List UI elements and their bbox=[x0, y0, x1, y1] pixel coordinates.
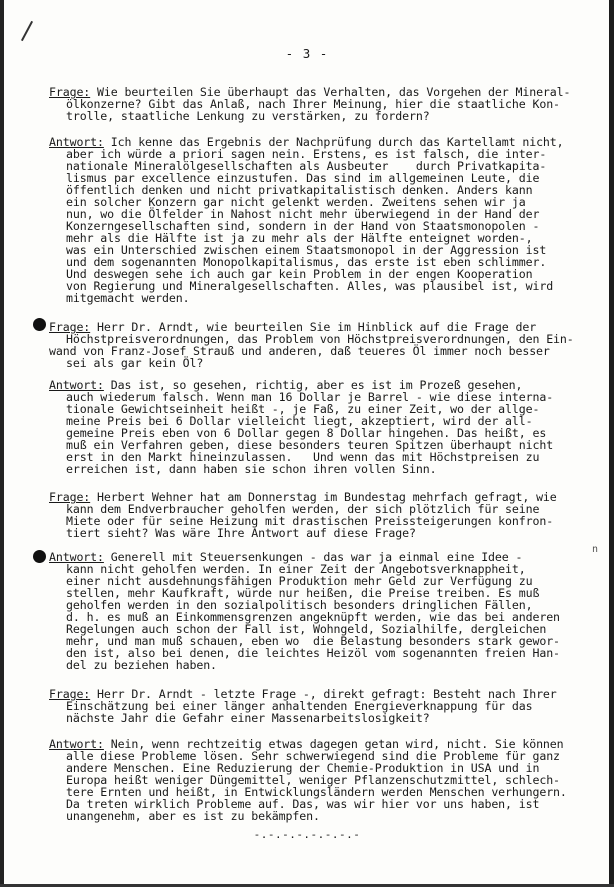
block-line: nun, wo die Ölfelder in Nahost nicht mehr überwiegend in der Hand der bbox=[66, 207, 540, 221]
block-line-text: Herr Dr. Arndt - letzte Frage -, direkt gefragt: Besteht nach Ihrer bbox=[90, 687, 557, 701]
block-line: nächste Jahr die Gefahr einer Massenarbeitslosigkeit? bbox=[66, 711, 430, 725]
block-line: meine Preis bei 6 Dollar vielleicht liegt, akzeptiert, wird der all- bbox=[66, 414, 533, 428]
block-line: geholfen werden in den sozialpolitisch besonders dringlichen Fällen, bbox=[66, 598, 533, 612]
block-line: den ist, also bei denen, die leichtes Heizöl vom sogenannten freien Han- bbox=[66, 646, 560, 660]
answer-label: Antwort: bbox=[49, 737, 104, 751]
block-line: ölkonzerne? Gibt das Anlaß, nach Ihrer Meinung, hier die staatliche Kon- bbox=[66, 97, 560, 111]
block-line: kann nicht geholfen werden. In einer Zeit der Angebotsverknappheit, bbox=[66, 562, 526, 576]
block-line-text: Herr Dr. Arndt, wie beurteilen Sie im Hinblick auf die Frage der bbox=[90, 320, 537, 334]
block-line: erreichen ist, dann haben sie schon ihren vollen Sinn. bbox=[66, 462, 437, 476]
block-line: mitgemacht werden. bbox=[66, 291, 190, 305]
hole-punch-mark bbox=[33, 318, 46, 331]
block-line: Höchstpreisverordnungen, das Problem von Höchstpreisverordnungen, den Ein- bbox=[66, 332, 574, 346]
block-line-text: Nein, wenn rechtzeitig etwas dagegen getan wird, nicht. Sie können bbox=[103, 737, 564, 751]
block-line: Einschätzung bei einer länger anhaltenden Energieverknappung für das bbox=[66, 699, 533, 713]
question-label: Frage: bbox=[49, 687, 91, 701]
block-line: sei als gar kein Öl? bbox=[66, 356, 204, 370]
block-line-text: Ich kenne das Ergebnis der Nachprüfung durch das Kartellamt nicht, bbox=[103, 135, 564, 149]
question-label: Frage: bbox=[49, 320, 91, 334]
block-line: auch wiederum falsch. Wenn man 16 Dollar je Barrel - wie diese interna- bbox=[66, 390, 554, 404]
answer-label: Antwort: bbox=[49, 378, 104, 392]
block-line-text: Das ist, so gesehen, richtig, aber es ist im Prozeß gesehen, bbox=[103, 378, 523, 392]
block-line: alle diese Probleme lösen. Sehr schwerwiegend sind die Probleme für ganz bbox=[66, 749, 560, 763]
scan-edge-right bbox=[609, 0, 614, 887]
scan-edge-left bbox=[0, 0, 4, 887]
block-line: Regelungen auch schon der Fall ist, Wohngeld, Sozialhilfe, dergleichen bbox=[66, 622, 547, 636]
end-mark: -.-.-.-.-.-.-.- bbox=[253, 828, 361, 841]
block-line: stellen, mehr Kaufkraft, würde nur heißen, die Preise treiben. Es muß bbox=[66, 586, 540, 600]
block-line-text: Generell mit Steuersenkungen - das war ja einmal eine Idee - bbox=[103, 550, 523, 564]
block-line: erst in den Markt hineinzulassen. Und wenn das mit Höchstpreisen zu bbox=[66, 450, 540, 464]
block-line: mehr als die Hälfte ist ja zu mehr als der Hälfte enteignet worden-, bbox=[66, 231, 533, 245]
answer-label: Antwort: bbox=[49, 550, 104, 564]
page-number: - 3 - bbox=[285, 46, 329, 61]
answer-label: Antwort: bbox=[49, 135, 104, 149]
block-line: unangenehm, aber es ist zu bekämpfen. bbox=[66, 809, 320, 823]
block-line: tionale Gewichtseinheit heißt -, je Faß, zu einer Zeit, wo der allge- bbox=[66, 402, 540, 416]
block-line: gemeine Preis eben von 6 Dollar gegen 8 Dollar hingehen. Das heißt, es bbox=[66, 426, 547, 440]
block-line: Da treten wirklich Probleme auf. Das, was wir hier vor uns haben, ist bbox=[66, 797, 540, 811]
block-line: d. h. es muß an Einkommensgrenzen angeknüpft werden, wie das bei anderen bbox=[66, 610, 560, 624]
block-line: von Regierung und Mineralgesellschaften. Alles, was plausibel ist, wird bbox=[66, 279, 554, 293]
block-line: trolle, staatliche Lenkung zu verstärken, zu fordern? bbox=[66, 109, 430, 123]
corner-pen-mark bbox=[21, 21, 33, 41]
block-line: muß ein Verfahren geben, diese besonders teuren Spitzen überhaupt nicht bbox=[66, 438, 554, 452]
block-line: tiert sieht? Was wäre Ihre Antwort auf diese Frage? bbox=[66, 526, 416, 540]
block-line-text: Wie beurteilen Sie überhaupt das Verhalten, das Vorgehen der Mineral- bbox=[90, 85, 571, 99]
stray-mark: n bbox=[592, 544, 599, 555]
block-line: mehr, und man muß schauen, eben wo die Belastung besonders stark gewor- bbox=[66, 634, 560, 648]
block-line: und dem sogenannten Monopolkapitalismus, das erste ist eben schlimmer. bbox=[66, 255, 547, 269]
hole-punch-mark bbox=[33, 550, 46, 563]
block-line-text: Herbert Wehner hat am Donnerstag im Bundestag mehrfach gefragt, wie bbox=[90, 490, 557, 504]
block-line: lismus par excellence einzustufen. Das sind im allgemeinen Leute, die bbox=[66, 171, 540, 185]
block-line: andere Menschen. Eine Reduzierung der Chemie-Produktion in USA und in bbox=[66, 761, 540, 775]
block-line: öffentlich denken und nicht privatkapitalistisch denken. Anders kann bbox=[66, 183, 533, 197]
question-label: Frage: bbox=[49, 490, 91, 504]
block-line: Europa heißt weniger Düngemittel, weniger Pflanzenschutzmittel, schlech- bbox=[66, 773, 560, 787]
block-line: ein solcher Konzern gar nicht gelenkt werden. Zweitens sehen wir ja bbox=[66, 195, 526, 209]
block-line: aber ich würde a priori sagen nein. Erstens, es ist falsch, die inter- bbox=[66, 147, 547, 161]
block-line: del zu beziehen haben. bbox=[66, 658, 217, 672]
block-line: Und deswegen sehe ich auch gar kein Problem in der engen Kooperation bbox=[66, 267, 533, 281]
block-line: was ein Unterschied zwischen einem Staatsmonopol in der Aggression ist bbox=[66, 243, 547, 257]
block-line: nationale Mineralölgesellschaften als Ausbeuter durch Privatkapita- bbox=[66, 159, 547, 173]
block-line: einer nicht ausdehnungsfähigen Produktion mehr Geld zur Verfügung zu bbox=[66, 574, 533, 588]
block-line: wand von Franz-Josef Strauß und anderen, daß teueres Öl immer noch besser bbox=[49, 344, 550, 358]
block-line: tere Ernten und heißt, in Entwicklungsländern werden Menschen verhungern. bbox=[66, 785, 567, 799]
block-line: kann dem Endverbraucher geholfen werden, der sich plötzlich für seine bbox=[66, 502, 540, 516]
question-label: Frage: bbox=[49, 85, 91, 99]
block-line: Konzerngesellschaften sind, sondern in der Hand von Staatsmonopolen - bbox=[66, 219, 540, 233]
block-line: Miete oder für seine Heizung mit drastischen Preissteigerungen konfron- bbox=[66, 514, 554, 528]
